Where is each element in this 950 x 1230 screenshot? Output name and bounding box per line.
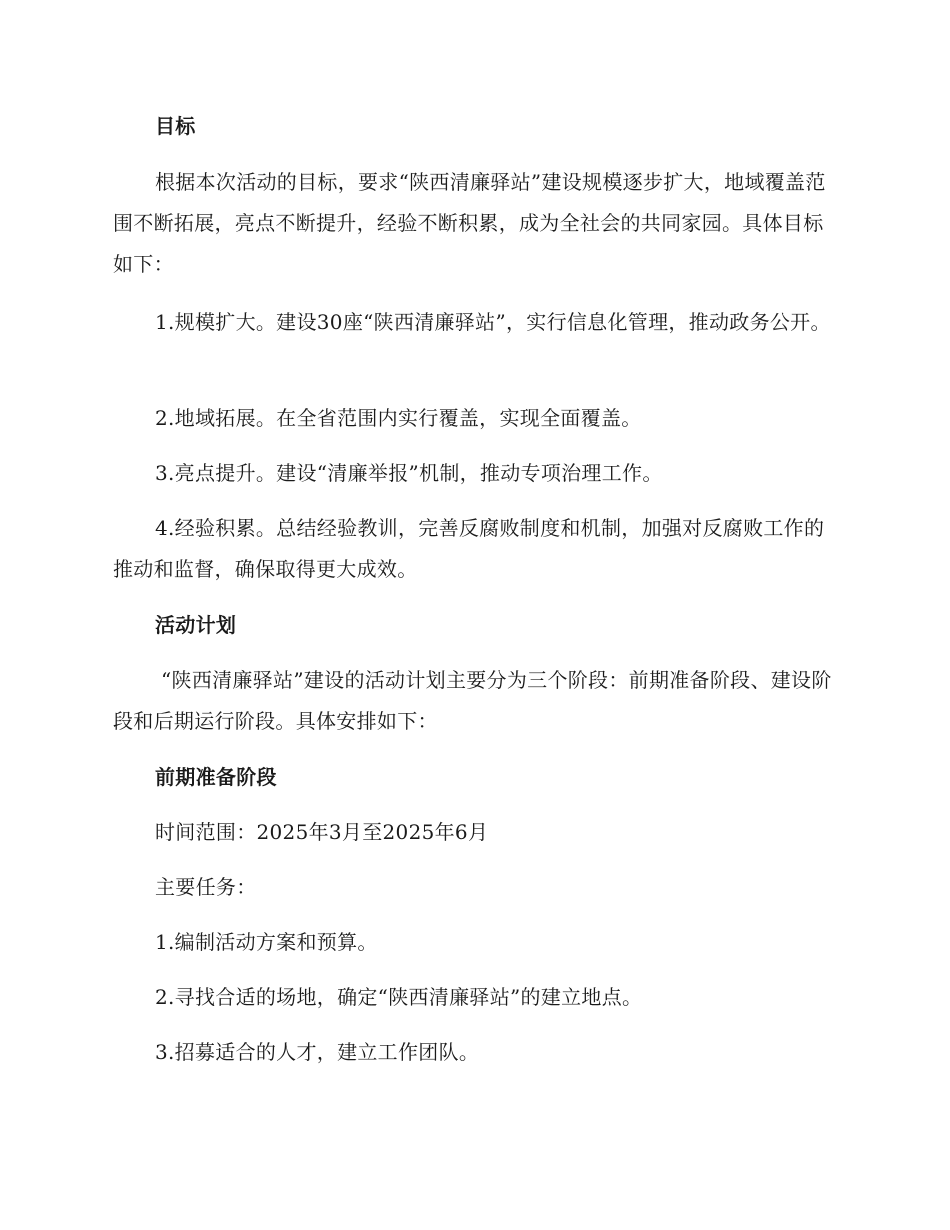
- goal-item-3: 3.亮点提升。建设“清廉举报”机制，推动专项治理工作。: [155, 461, 663, 485]
- goal-item-2: 2.地域拓展。在全省范围内实行覆盖，实现全面覆盖。: [155, 406, 642, 430]
- plan-heading: 活动计划: [155, 613, 237, 637]
- prep-task-2: 2.寻找合适的场地，确定“陕西清廉驿站”的建立地点。: [155, 985, 643, 1009]
- goal-heading: 目标: [155, 114, 196, 138]
- prep-stage-heading: 前期准备阶段: [155, 765, 277, 789]
- plan-intro-paragraph: “陕西清廉驿站”建设的活动计划主要分为三个阶段：前期准备阶段、建设阶段和后期运行阶段。具体安排如下：: [113, 668, 832, 733]
- prep-task-3: 3.招募适合的人才，建立工作团队。: [155, 1040, 480, 1064]
- goal-intro-paragraph: 根据本次活动的目标，要求“陕西清廉驿站”建设规模逐步扩大，地域覆盖范围不断拓展，亮点不断提升，经验不断积累，成为全社会的共同家园。具体目标如下：: [113, 170, 826, 276]
- goal-item-1: 1.规模扩大。建设30座“陕西清廉驿站”，实行信息化管理，推动政务公开。: [155, 310, 831, 334]
- goal-item-4: 4.经验积累。总结经验教训，完善反腐败制度和机制，加强对反腐败工作的推动和监督，确保取得更大成效。: [113, 516, 825, 581]
- prep-time-range: 时间范围：2025年3月至2025年6月: [155, 820, 489, 844]
- prep-task-1: 1.编制活动方案和预算。: [155, 930, 378, 954]
- prep-tasks-label: 主要任务：: [155, 875, 257, 899]
